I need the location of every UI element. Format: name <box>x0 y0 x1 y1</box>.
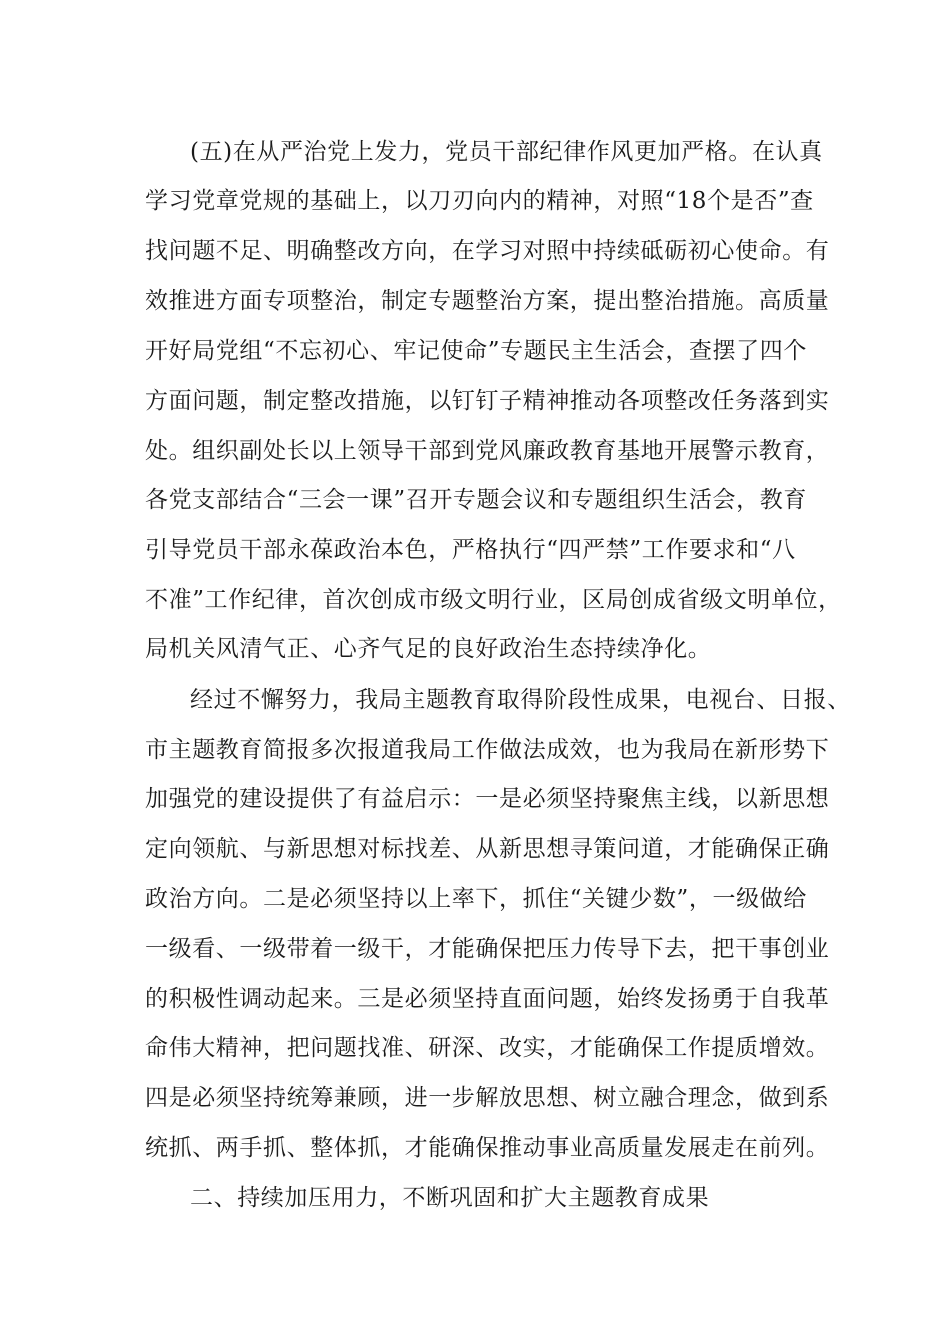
paragraph-5-line-6: 方面问题，制定整改措施，以钉钉子精神推动各项整改任务落到实 <box>145 388 830 414</box>
summary-line-2: 市主题教育简报多次报道我局工作做法成效，也为我局在新形势下 <box>145 737 830 763</box>
summary-line-10: 统抓、两手抓、整体抓，才能确保推动事业高质量发展走在前列。 <box>145 1135 830 1161</box>
paragraph-5-line-10: 不准”工作纪律，首次创成市级文明行业，区局创成省级文明单位， <box>145 587 842 613</box>
paragraph-5-line-4: 效推进方面专项整治，制定专题整治方案，提出整治措施。高质量 <box>145 288 830 314</box>
paragraph-5-line-5: 开好局党组“不忘初心、牢记使命”专题民主生活会，查摆了四个 <box>145 338 807 364</box>
summary-line-3: 加强党的建设提供了有益启示：一是必须坚持聚焦主线，以新思想 <box>145 786 830 812</box>
paragraph-5-line-1: (五)在从严治党上发力，党员干部纪律作风更加严格。在认真 <box>190 139 823 165</box>
paragraph-5-line-8: 各党支部结合“三会一课”召开专题会议和专题组织生活会，教育 <box>145 487 807 513</box>
paragraph-5-line-9: 引导党员干部永葆政治本色，严格执行“四严禁”工作要求和“八 <box>145 537 796 563</box>
summary-line-5: 政治方向。二是必须坚持以上率下，抓住“关键少数”，一级做给 <box>145 886 807 912</box>
paragraph-5-line-2: 学习党章党规的基础上，以刀刃向内的精神，对照“18个是否”查 <box>145 188 814 214</box>
paragraph-5-line-3: 找问题不足、明确整改方向，在学习对照中持续砥砺初心使命。有 <box>145 238 830 264</box>
summary-line-8: 命伟大精神，把问题找准、研深、改实，才能确保工作提质增效。 <box>145 1035 830 1061</box>
summary-line-6: 一级看、一级带着一级干，才能确保把压力传导下去，把干事创业 <box>145 936 830 962</box>
paragraph-5-line-7: 处。组织副处长以上领导干部到党风廉政教育基地开展警示教育， <box>145 438 830 464</box>
paragraph-5-line-11: 局机关风清气正、心齐气足的良好政治生态持续净化。 <box>145 636 712 662</box>
section-heading: 二、持续加压用力，不断巩固和扩大主题教育成果 <box>190 1185 710 1211</box>
summary-line-4: 定向领航、与新思想对标找差、从新思想寻策问道，才能确保正确 <box>145 836 830 862</box>
summary-line-9: 四是必须坚持统筹兼顾，进一步解放思想、树立融合理念，做到系 <box>145 1085 830 1111</box>
summary-line-7: 的积极性调动起来。三是必须坚持直面问题，始终发扬勇于自我革 <box>145 986 830 1012</box>
summary-line-1: 经过不懈努力，我局主题教育取得阶段性成果，电视台、日报、 <box>190 687 851 713</box>
